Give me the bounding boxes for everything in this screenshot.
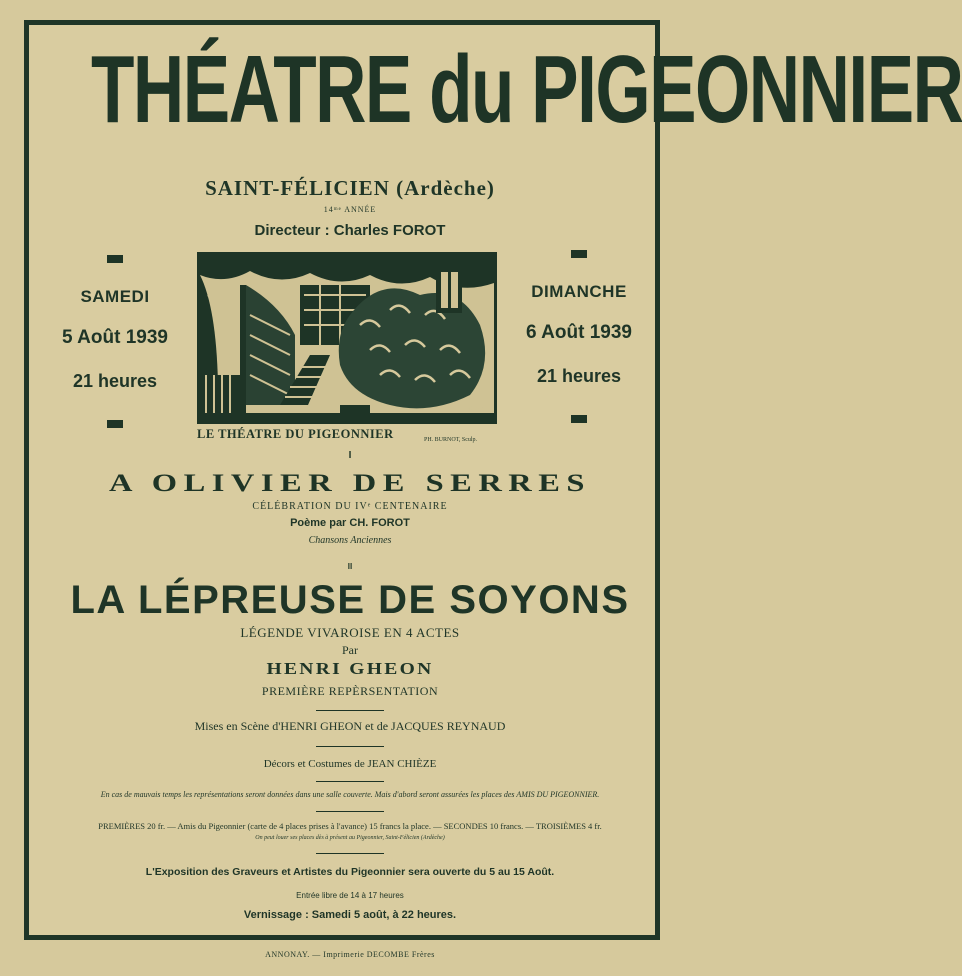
theatre-woodcut-image: [197, 252, 497, 424]
part1-poem-credit: Poème par CH. FOROT: [290, 517, 410, 529]
ticket-prices: PREMIÈRES 20 fr. — Amis du Pigeonnier (carte de 4 places prises à l'avance) 15 francs la place. — SECONDES 10 francs. — TROISIÈMES 4 fr.: [98, 821, 602, 831]
divider: [316, 781, 384, 782]
left-show-date: 5 Août 1939: [62, 327, 168, 348]
part2-numeral: II: [347, 562, 353, 571]
director-line: Directeur : Charles FOROT: [254, 222, 446, 239]
right-show-time: 21 heures: [536, 366, 622, 386]
right-show-day: DIMANCHE: [531, 282, 627, 301]
woodcut-credit: PH. BURNOT, Sculp.: [424, 437, 478, 443]
part1-title: A OLIVIER DE SERRES: [108, 470, 592, 497]
right-show-block: [494, 250, 664, 423]
part2-author: HENRI GHEON: [266, 659, 434, 678]
left-show-block: [30, 255, 200, 428]
year-note: 14ᵐᵉ ANNÉE: [323, 205, 377, 214]
woodcut-illustration: [200, 255, 494, 421]
staging-credit: Mises en Scène d'HENRI GHEON et de JACQUES REYNAUD: [194, 719, 506, 733]
right-show-date: 6 Août 1939: [526, 322, 632, 343]
dash-ornament: [571, 250, 587, 258]
theatre-title: THÉATRE du PIGEONNIER: [91, 36, 962, 143]
dash-ornament: [107, 255, 123, 263]
vernissage-notice: Vernissage : Samedi 5 août, à 22 heures.: [243, 909, 457, 921]
part2-by: Par: [342, 643, 358, 657]
left-show-day: SAMEDI: [80, 287, 150, 306]
divider: [316, 710, 384, 711]
part2-subtitle: LÉGENDE VIVAROISE EN 4 ACTES: [240, 625, 460, 640]
woodcut-caption: LE THÉATRE DU PIGEONNIER: [197, 427, 394, 441]
part1-numeral: I: [348, 450, 352, 461]
part1-songs: Chansons Anciennes: [308, 535, 392, 546]
part1-subtitle: CÉLÉBRATION DU IVᵉ CENTENAIRE: [252, 501, 448, 512]
bad-weather-note: En cas de mauvais temps les représentations seront données dans une salle couverte. Mais d'abord seront assurées les places des AMIS DU PIGEONNIER.: [100, 790, 600, 799]
free-entry-hours: Entrée libre de 14 à 17 heures: [296, 891, 404, 900]
decor-credit: Décors et Costumes de JEAN CHIÈZE: [263, 758, 437, 770]
city-line: SAINT-FÉLICIEN (Ardèche): [205, 176, 495, 200]
divider: [316, 853, 384, 854]
left-show-time: 21 heures: [72, 371, 158, 391]
part2-title: LA LÉPREUSE DE SOYONS: [70, 578, 630, 622]
woodcut-signature: BURNOT: [465, 407, 486, 412]
printer-credit: ANNONAY. — Imprimerie DECOMBE Frères: [265, 950, 435, 959]
exhibition-notice: L'Exposition des Graveurs et Artistes du Pigeonnier sera ouverte du 5 au 15 Août.: [145, 866, 555, 878]
booking-note: On peut louer ses places dès à présent au Pigeonnier, Saint-Félicien (Ardèche): [255, 835, 445, 841]
part2-premiere: PREMIÈRE REPÈRSENTATION: [261, 684, 439, 698]
dash-ornament: [107, 420, 123, 428]
divider: [316, 746, 384, 747]
dash-ornament: [571, 415, 587, 423]
divider: [316, 811, 384, 812]
